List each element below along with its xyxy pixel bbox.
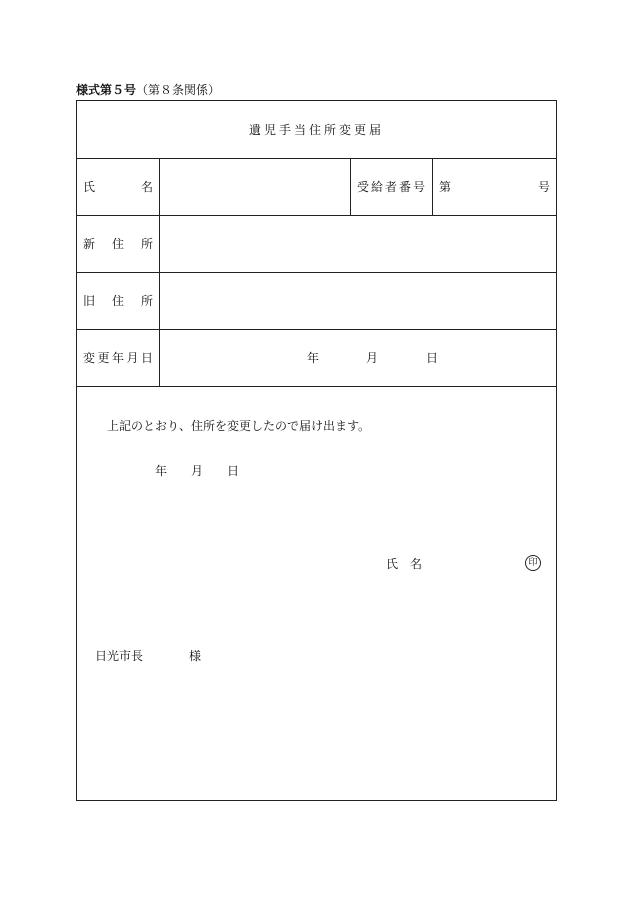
form-number: 様式第５号 bbox=[76, 83, 137, 97]
name-field[interactable] bbox=[160, 159, 349, 214]
column-divider bbox=[350, 158, 351, 215]
old-address-field[interactable] bbox=[160, 273, 556, 328]
seal-mark-icon: 印 bbox=[525, 555, 541, 571]
submit-day: 日 bbox=[227, 464, 240, 478]
form-article-reference: （第８条関係） bbox=[136, 83, 221, 97]
number-suffix: 号 bbox=[537, 180, 550, 194]
submit-month: 月 bbox=[191, 464, 204, 478]
recipient-number-label: 受 給 者 番 号 bbox=[357, 180, 425, 194]
signer-name-label-2: 名 bbox=[410, 557, 423, 571]
submit-year: 年 bbox=[155, 464, 168, 478]
addressee: 日光市長 bbox=[95, 649, 144, 663]
form-frame bbox=[76, 100, 557, 801]
name-label: 氏 名 bbox=[83, 180, 153, 194]
form-number-label bbox=[76, 82, 220, 98]
signer-name-label-1: 氏 bbox=[386, 557, 399, 571]
change-date-field[interactable] bbox=[160, 330, 556, 385]
new-address-label: 新 住 所 bbox=[83, 237, 153, 251]
form-title: 遺児手当住所変更届 bbox=[248, 123, 384, 137]
change-date-month: 月 bbox=[366, 351, 379, 365]
change-date-day: 日 bbox=[426, 351, 439, 365]
new-address-field[interactable] bbox=[160, 216, 556, 271]
row-divider bbox=[77, 386, 556, 387]
change-date-label: 変 更 年 月 日 bbox=[83, 351, 153, 365]
number-prefix: 第 bbox=[439, 180, 452, 194]
old-address-label: 旧 住 所 bbox=[83, 294, 153, 308]
change-date-year: 年 bbox=[307, 351, 320, 365]
statement-text: 上記のとおり、住所を変更したので届け出ます。 bbox=[107, 419, 371, 433]
recipient-number-field[interactable] bbox=[433, 159, 556, 214]
addressee-honorific: 様 bbox=[189, 649, 202, 663]
